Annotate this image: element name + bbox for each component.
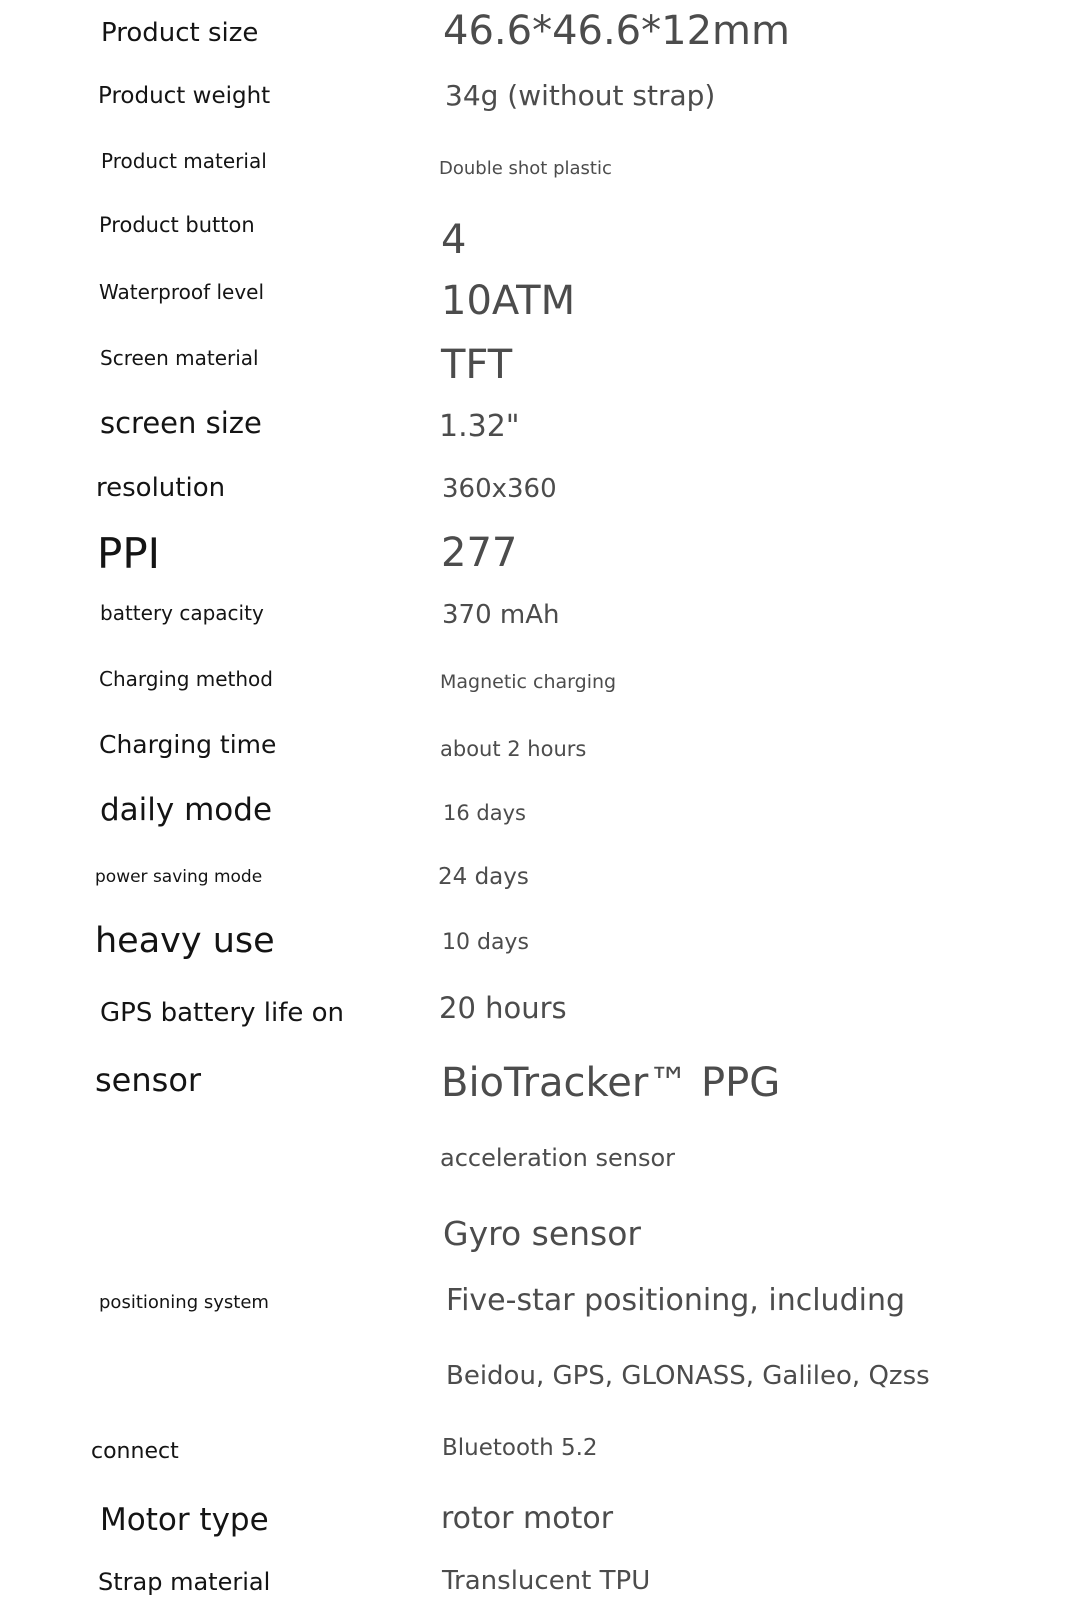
spec-value-screen-size: 1.32" bbox=[439, 409, 520, 444]
spec-label-charging-time: Charging time bbox=[99, 730, 277, 759]
spec-label-positioning-system: positioning system bbox=[99, 1292, 269, 1313]
spec-value-heavy-use: 10 days bbox=[442, 930, 529, 955]
spec-label-heavy-use: heavy use bbox=[95, 921, 275, 961]
spec-value-sensor: BioTracker™ PPG bbox=[441, 1060, 781, 1106]
spec-label-product-button: Product button bbox=[99, 213, 255, 237]
spec-label-resolution: resolution bbox=[96, 473, 226, 503]
spec-value-daily-mode: 16 days bbox=[443, 801, 526, 825]
spec-label-screen-material: Screen material bbox=[100, 346, 259, 370]
spec-label-charging-method: Charging method bbox=[99, 667, 273, 691]
spec-value-strap-material: Translucent TPU bbox=[442, 1566, 651, 1596]
spec-label-gps-battery-life-on: GPS battery life on bbox=[100, 998, 345, 1028]
spec-label-waterproof-level: Waterproof level bbox=[99, 280, 265, 304]
spec-value-connect: Bluetooth 5.2 bbox=[442, 1435, 598, 1461]
spec-value-product-material: Double shot plastic bbox=[439, 158, 612, 179]
spec-value-acceleration-sensor: acceleration sensor bbox=[440, 1144, 676, 1172]
spec-label-product-size: Product size bbox=[101, 18, 259, 48]
spec-value-power-saving-mode: 24 days bbox=[438, 864, 529, 890]
spec-value-charging-time: about 2 hours bbox=[440, 737, 587, 761]
spec-value-positioning-system: Five-star positioning, including bbox=[446, 1283, 906, 1318]
spec-label-power-saving-mode: power saving mode bbox=[95, 867, 263, 887]
spec-value-battery-capacity: 370 mAh bbox=[442, 600, 560, 630]
spec-label-motor-type: Motor type bbox=[100, 1502, 269, 1538]
spec-value-product-button: 4 bbox=[441, 217, 467, 263]
spec-label-battery-capacity: battery capacity bbox=[100, 601, 264, 625]
spec-label-ppi: PPI bbox=[97, 529, 161, 578]
spec-label-daily-mode: daily mode bbox=[100, 792, 273, 828]
spec-value-resolution: 360x360 bbox=[442, 474, 557, 504]
spec-label-connect: connect bbox=[91, 1439, 179, 1464]
spec-value-ppi: 277 bbox=[441, 530, 518, 576]
spec-label-product-material: Product material bbox=[101, 149, 267, 173]
spec-value-gyro-sensor: Gyro sensor bbox=[443, 1214, 641, 1253]
spec-value-product-size: 46.6*46.6*12mm bbox=[443, 8, 790, 54]
spec-label-screen-size: screen size bbox=[100, 406, 262, 440]
spec-value-charging-method: Magnetic charging bbox=[440, 671, 617, 693]
spec-label-product-weight: Product weight bbox=[98, 83, 271, 109]
spec-value-waterproof-level: 10ATM bbox=[441, 278, 576, 324]
spec-label-strap-material: Strap material bbox=[98, 1568, 271, 1596]
spec-value-gps-battery-life-on: 20 hours bbox=[439, 991, 567, 1025]
spec-value-motor-type: rotor motor bbox=[441, 1501, 614, 1536]
spec-value-product-weight: 34g (without strap) bbox=[445, 79, 716, 112]
spec-label-sensor: sensor bbox=[95, 1061, 202, 1099]
spec-value-positioning-systems-list: Beidou, GPS, GLONASS, Galileo, Qzss bbox=[446, 1361, 930, 1391]
spec-value-screen-material: TFT bbox=[441, 342, 513, 388]
